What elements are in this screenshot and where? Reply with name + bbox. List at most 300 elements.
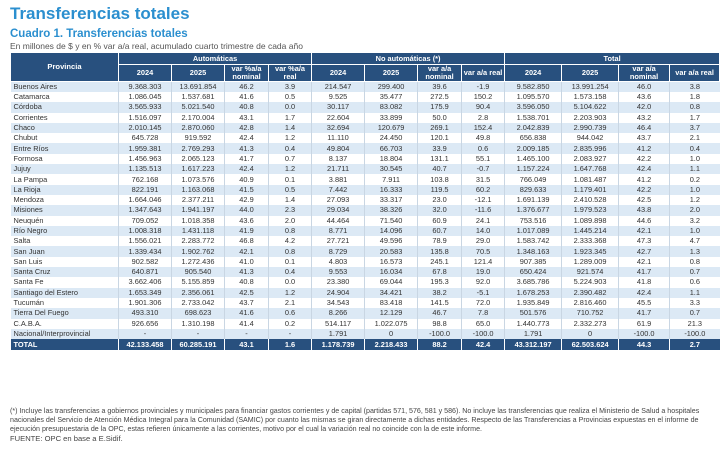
cell-t-var-real: 0.7 bbox=[670, 308, 720, 318]
table-row bbox=[11, 246, 720, 256]
cell-t-var-real: 0.8 bbox=[670, 257, 720, 267]
table-row bbox=[11, 133, 720, 143]
table-row bbox=[11, 154, 720, 164]
table-row bbox=[11, 92, 720, 102]
cell-n-2024: 9.525 bbox=[312, 92, 365, 102]
cell-t-2025: 1.647.768 bbox=[562, 164, 619, 174]
cell-n-var-nominal: 195.3 bbox=[418, 277, 462, 287]
cell-t-var-real: 21.3 bbox=[670, 319, 720, 329]
table-row bbox=[11, 319, 720, 329]
transfers-table-container bbox=[10, 52, 719, 350]
cell-t-var-real: 3.8 bbox=[670, 82, 720, 93]
cell-a-var-nominal: 43.1 bbox=[225, 339, 269, 350]
header-n-2025: 2025 bbox=[365, 65, 418, 82]
cell-t-2025: 1.979.523 bbox=[562, 205, 619, 215]
cell-n-2025: 1.022.075 bbox=[365, 319, 418, 329]
cell-n-2025: 30.545 bbox=[365, 164, 418, 174]
cell-n-var-nominal: 131.1 bbox=[418, 154, 462, 164]
cell-n-2025: 16.573 bbox=[365, 257, 418, 267]
cell-t-var-real: 1.1 bbox=[670, 164, 720, 174]
cell-t-2025: 2.835.996 bbox=[562, 143, 619, 153]
cell-n-var-nominal: 245.1 bbox=[418, 257, 462, 267]
cell-n-var-real: 70.5 bbox=[462, 246, 505, 256]
total-row bbox=[11, 339, 720, 350]
cell-t-var-nominal: 43.7 bbox=[619, 133, 670, 143]
cell-t-var-nominal: 47.3 bbox=[619, 236, 670, 246]
cell-t-var-nominal: 42.4 bbox=[619, 288, 670, 298]
header-group-no-automaticas: No automáticas (*) bbox=[312, 53, 505, 65]
cell-a-2024: 1.653.349 bbox=[119, 288, 172, 298]
cell-t-var-real: 0.8 bbox=[670, 102, 720, 112]
cell-n-2025: 33.317 bbox=[365, 195, 418, 205]
cell-n-2025: 83.082 bbox=[365, 102, 418, 112]
cell-n-var-nominal: 272.5 bbox=[418, 92, 462, 102]
cell-n-2025: 120.679 bbox=[365, 123, 418, 133]
cell-t-var-real: 1.8 bbox=[670, 92, 720, 102]
cell-t-2024: 753.516 bbox=[505, 216, 562, 226]
cell-a-var-real: 1.7 bbox=[269, 113, 312, 123]
cell-n-2025: 24.450 bbox=[365, 133, 418, 143]
cell-n-var-nominal: 67.8 bbox=[418, 267, 462, 277]
cell-a-var-nominal: 44.0 bbox=[225, 205, 269, 215]
cell-a-2025: 2.356.061 bbox=[172, 288, 225, 298]
cell-n-2024: 21.711 bbox=[312, 164, 365, 174]
cell-t-var-real: 1.3 bbox=[670, 246, 720, 256]
cell-n-2024: 8.266 bbox=[312, 308, 365, 318]
cell-t-var-nominal: 42.7 bbox=[619, 246, 670, 256]
cell-a-var-real: 3.9 bbox=[269, 82, 312, 93]
cell-n-2024: 49.804 bbox=[312, 143, 365, 153]
cell-t-2025: 5.224.903 bbox=[562, 277, 619, 287]
cell-t-var-nominal: 41.2 bbox=[619, 174, 670, 184]
cell-n-2025: 2.218.433 bbox=[365, 339, 418, 350]
cell-t-2024: 1.440.773 bbox=[505, 319, 562, 329]
cell-province: Santa Cruz bbox=[11, 267, 119, 277]
cell-n-2025: 18.804 bbox=[365, 154, 418, 164]
cell-t-2024: 3.596.050 bbox=[505, 102, 562, 112]
cell-n-var-real: 31.5 bbox=[462, 174, 505, 184]
table-row bbox=[11, 308, 720, 318]
cell-n-2025: 35.477 bbox=[365, 92, 418, 102]
cell-a-2025: 13.691.854 bbox=[172, 82, 225, 93]
cell-a-2025: 2.283.772 bbox=[172, 236, 225, 246]
table-row bbox=[11, 288, 720, 298]
cell-n-2024: 11.110 bbox=[312, 133, 365, 143]
table-row bbox=[11, 123, 720, 133]
cell-a-2024: 2.010.145 bbox=[119, 123, 172, 133]
cell-t-2025: 1.289.009 bbox=[562, 257, 619, 267]
cell-n-var-nominal: 135.8 bbox=[418, 246, 462, 256]
cell-n-var-nominal: 32.0 bbox=[418, 205, 462, 215]
cell-a-2025: 1.902.762 bbox=[172, 246, 225, 256]
cell-t-var-nominal: 41.2 bbox=[619, 143, 670, 153]
table-row bbox=[11, 226, 720, 236]
cell-province: Salta bbox=[11, 236, 119, 246]
cell-a-var-nominal: 43.7 bbox=[225, 298, 269, 308]
table-row bbox=[11, 257, 720, 267]
cell-t-2025: 1.573.158 bbox=[562, 92, 619, 102]
cell-a-2025: 1.272.436 bbox=[172, 257, 225, 267]
cell-province: San Juan bbox=[11, 246, 119, 256]
cell-t-2024: 2.009.185 bbox=[505, 143, 562, 153]
cell-province: Mendoza bbox=[11, 195, 119, 205]
cell-a-2025: 1.073.576 bbox=[172, 174, 225, 184]
cell-t-2024: 907.385 bbox=[505, 257, 562, 267]
cell-a-2024: 1.664.046 bbox=[119, 195, 172, 205]
cell-a-var-nominal: 41.9 bbox=[225, 226, 269, 236]
cell-t-2024: 43.312.197 bbox=[505, 339, 562, 350]
cell-a-var-nominal: 41.6 bbox=[225, 92, 269, 102]
cell-a-2024: 902.582 bbox=[119, 257, 172, 267]
cell-n-2024: 34.543 bbox=[312, 298, 365, 308]
table-row bbox=[11, 195, 720, 205]
cell-n-var-nominal: 120.1 bbox=[418, 133, 462, 143]
table-row bbox=[11, 329, 720, 339]
cell-t-2025: 1.923.345 bbox=[562, 246, 619, 256]
cell-t-2024: 650.424 bbox=[505, 267, 562, 277]
cell-n-2024: 1.178.739 bbox=[312, 339, 365, 350]
cell-a-var-real: 1.2 bbox=[269, 133, 312, 143]
table-row bbox=[11, 113, 720, 123]
table-title: Cuadro 1. Transferencias totales bbox=[10, 28, 188, 40]
cell-n-var-real: -5.1 bbox=[462, 288, 505, 298]
cell-n-2024: 30.117 bbox=[312, 102, 365, 112]
cell-n-var-nominal: 60.7 bbox=[418, 226, 462, 236]
cell-t-2025: 2.390.482 bbox=[562, 288, 619, 298]
cell-t-var-nominal: 42.2 bbox=[619, 185, 670, 195]
header-t-2025: 2025 bbox=[562, 65, 619, 82]
table-row bbox=[11, 174, 720, 184]
cell-t-2024: 1.935.849 bbox=[505, 298, 562, 308]
cell-t-2024: 766.049 bbox=[505, 174, 562, 184]
cell-a-var-real: 1.2 bbox=[269, 288, 312, 298]
cell-t-var-real: 1.0 bbox=[670, 154, 720, 164]
cell-t-2025: 2.083.927 bbox=[562, 154, 619, 164]
cell-a-2024: 926.656 bbox=[119, 319, 172, 329]
cell-a-2024: 709.052 bbox=[119, 216, 172, 226]
cell-province: Catamarca bbox=[11, 92, 119, 102]
cell-n-2024: 23.380 bbox=[312, 277, 365, 287]
cell-n-var-nominal: 78.9 bbox=[418, 236, 462, 246]
table-row bbox=[11, 164, 720, 174]
cell-a-var-real: 1.2 bbox=[269, 164, 312, 174]
table-row bbox=[11, 236, 720, 246]
cell-t-2024: 1.017.089 bbox=[505, 226, 562, 236]
cell-a-var-real: 1.6 bbox=[269, 339, 312, 350]
cell-t-var-real: 2.1 bbox=[670, 133, 720, 143]
cell-t-var-nominal: 42.2 bbox=[619, 154, 670, 164]
cell-n-var-real: -1.9 bbox=[462, 82, 505, 93]
footnote: (*) Incluye las transferencias a gobiernos provinciales y municipales para financiar gastos corrientes y de capital (partidas 571, 576, 581 y 586). No incluye las transferencias que realiza el Ministerio de Salud a hospitales nacionales del Servicio de Atención Médica Integral para la Comunidad (SAMIC) por cuanto las mismas se giran directamente a dichas entidades. Respecto de las Transferencias a Provincias expuestas en el informe de ejecución presupuestaria de la OPC, estas refieren únicamente a las corrientes, motivo por el cual la variación real no coincide con la de este informe. bbox=[10, 407, 700, 433]
cell-a-2025: - bbox=[172, 329, 225, 339]
cell-t-2024: 1.538.701 bbox=[505, 113, 562, 123]
cell-t-var-nominal: -100.0 bbox=[619, 329, 670, 339]
cell-a-var-real: 0.4 bbox=[269, 267, 312, 277]
cell-n-var-nominal: 40.7 bbox=[418, 164, 462, 174]
cell-n-2024: 29.034 bbox=[312, 205, 365, 215]
cell-n-2025: 66.703 bbox=[365, 143, 418, 153]
cell-a-var-nominal: 41.7 bbox=[225, 154, 269, 164]
cell-n-2025: 34.421 bbox=[365, 288, 418, 298]
cell-n-var-real: 24.1 bbox=[462, 216, 505, 226]
cell-t-2025: 2.410.528 bbox=[562, 195, 619, 205]
cell-t-2025: 1.081.487 bbox=[562, 174, 619, 184]
cell-province: Tucumán bbox=[11, 298, 119, 308]
cell-t-var-nominal: 61.9 bbox=[619, 319, 670, 329]
cell-t-2024: 501.576 bbox=[505, 308, 562, 318]
cell-t-2024: 1.348.163 bbox=[505, 246, 562, 256]
cell-n-var-nominal: 98.8 bbox=[418, 319, 462, 329]
cell-t-var-real: -100.0 bbox=[670, 329, 720, 339]
cell-t-var-nominal: 44.6 bbox=[619, 216, 670, 226]
cell-t-var-real: 3.2 bbox=[670, 216, 720, 226]
cell-province: Chaco bbox=[11, 123, 119, 133]
header-t-var-nominal: var a/a nominal bbox=[619, 65, 670, 82]
cell-a-var-real: 1.4 bbox=[269, 195, 312, 205]
cell-a-var-nominal: 42.5 bbox=[225, 288, 269, 298]
cell-a-var-real: 1.4 bbox=[269, 123, 312, 133]
cell-a-var-nominal: 42.4 bbox=[225, 164, 269, 174]
cell-a-var-real: 0.8 bbox=[269, 246, 312, 256]
cell-t-2025: 1.179.401 bbox=[562, 185, 619, 195]
cell-n-var-real: 152.4 bbox=[462, 123, 505, 133]
cell-n-2025: 12.129 bbox=[365, 308, 418, 318]
cell-n-2024: 22.604 bbox=[312, 113, 365, 123]
cell-province: Córdoba bbox=[11, 102, 119, 112]
cell-a-2024: 1.456.963 bbox=[119, 154, 172, 164]
cell-province: La Rioja bbox=[11, 185, 119, 195]
cell-a-var-nominal: 46.8 bbox=[225, 236, 269, 246]
cell-a-2025: 1.431.118 bbox=[172, 226, 225, 236]
cell-t-var-real: 0.4 bbox=[670, 143, 720, 153]
cell-t-2025: 1.445.214 bbox=[562, 226, 619, 236]
table-row bbox=[11, 267, 720, 277]
cell-n-2024: 1.791 bbox=[312, 329, 365, 339]
cell-t-2024: 656.838 bbox=[505, 133, 562, 143]
cell-n-var-real: 121.4 bbox=[462, 257, 505, 267]
cell-t-var-nominal: 41.7 bbox=[619, 308, 670, 318]
cell-a-var-nominal: 40.9 bbox=[225, 174, 269, 184]
cell-n-var-nominal: 103.8 bbox=[418, 174, 462, 184]
cell-n-2025: 16.034 bbox=[365, 267, 418, 277]
header-province: Provincia bbox=[11, 53, 119, 82]
cell-a-2025: 5.021.540 bbox=[172, 102, 225, 112]
cell-a-2025: 905.540 bbox=[172, 267, 225, 277]
cell-province: Misiones bbox=[11, 205, 119, 215]
cell-n-var-real: 7.8 bbox=[462, 308, 505, 318]
cell-a-2024: - bbox=[119, 329, 172, 339]
cell-n-2024: 8.771 bbox=[312, 226, 365, 236]
cell-a-2025: 2.170.004 bbox=[172, 113, 225, 123]
header-group-automaticas: Automáticas bbox=[119, 53, 312, 65]
cell-n-var-nominal: 175.9 bbox=[418, 102, 462, 112]
cell-a-2025: 698.623 bbox=[172, 308, 225, 318]
cell-n-var-real: -100.0 bbox=[462, 329, 505, 339]
header-n-2024: 2024 bbox=[312, 65, 365, 82]
cell-t-2024: 1.678.253 bbox=[505, 288, 562, 298]
cell-province: Jujuy bbox=[11, 164, 119, 174]
cell-a-var-nominal: 41.3 bbox=[225, 143, 269, 153]
cell-n-2024: 27.721 bbox=[312, 236, 365, 246]
cell-n-var-nominal: 46.7 bbox=[418, 308, 462, 318]
cell-a-var-real: 0.4 bbox=[269, 143, 312, 153]
cell-n-2024: 514.117 bbox=[312, 319, 365, 329]
cell-a-2025: 1.018.358 bbox=[172, 216, 225, 226]
cell-a-var-real: 0.2 bbox=[269, 319, 312, 329]
cell-t-var-real: 1.0 bbox=[670, 185, 720, 195]
cell-n-var-real: 29.0 bbox=[462, 236, 505, 246]
cell-t-var-real: 1.2 bbox=[670, 195, 720, 205]
cell-a-2024: 822.191 bbox=[119, 185, 172, 195]
cell-a-2024: 1.086.045 bbox=[119, 92, 172, 102]
cell-province: Santa Fe bbox=[11, 277, 119, 287]
cell-a-var-real: 2.3 bbox=[269, 205, 312, 215]
cell-n-var-real: 150.2 bbox=[462, 92, 505, 102]
cell-t-var-real: 1.1 bbox=[670, 288, 720, 298]
cell-n-var-real: -0.7 bbox=[462, 164, 505, 174]
cell-n-2025: 69.044 bbox=[365, 277, 418, 287]
cell-n-var-real: 72.0 bbox=[462, 298, 505, 308]
cell-t-2024: 829.633 bbox=[505, 185, 562, 195]
cell-n-var-real: 92.0 bbox=[462, 277, 505, 287]
cell-t-var-nominal: 45.5 bbox=[619, 298, 670, 308]
cell-t-2024: 1.376.677 bbox=[505, 205, 562, 215]
cell-a-var-nominal: 40.8 bbox=[225, 277, 269, 287]
cell-n-2025: 14.096 bbox=[365, 226, 418, 236]
table-row bbox=[11, 185, 720, 195]
cell-a-2024: 1.556.021 bbox=[119, 236, 172, 246]
cell-t-2025: 921.574 bbox=[562, 267, 619, 277]
cell-n-2025: 20.583 bbox=[365, 246, 418, 256]
cell-a-2025: 1.537.681 bbox=[172, 92, 225, 102]
header-n-var-real: var a/a real bbox=[462, 65, 505, 82]
table-row bbox=[11, 298, 720, 308]
cell-a-2025: 1.941.197 bbox=[172, 205, 225, 215]
cell-n-2025: 33.899 bbox=[365, 113, 418, 123]
header-t-2024: 2024 bbox=[505, 65, 562, 82]
cell-a-var-nominal: - bbox=[225, 329, 269, 339]
cell-n-2025: 38.326 bbox=[365, 205, 418, 215]
cell-n-var-nominal: 50.0 bbox=[418, 113, 462, 123]
cell-a-2024: 762.168 bbox=[119, 174, 172, 184]
cell-n-var-real: 55.1 bbox=[462, 154, 505, 164]
cell-t-2025: 13.991.254 bbox=[562, 82, 619, 93]
cell-a-2025: 1.617.223 bbox=[172, 164, 225, 174]
cell-a-var-nominal: 41.4 bbox=[225, 319, 269, 329]
cell-a-var-real: 0.1 bbox=[269, 257, 312, 267]
page-title: Transferencias totales bbox=[10, 4, 190, 23]
cell-a-var-nominal: 43.1 bbox=[225, 113, 269, 123]
cell-a-var-real: 2.1 bbox=[269, 298, 312, 308]
cell-a-var-nominal: 46.2 bbox=[225, 82, 269, 93]
cell-n-var-real: -11.6 bbox=[462, 205, 505, 215]
cell-t-2024: 2.042.839 bbox=[505, 123, 562, 133]
cell-t-2025: 944.042 bbox=[562, 133, 619, 143]
cell-a-2024: 42.133.458 bbox=[119, 339, 172, 350]
cell-a-var-nominal: 43.6 bbox=[225, 216, 269, 226]
cell-t-var-nominal: 46.4 bbox=[619, 123, 670, 133]
cell-t-var-nominal: 43.8 bbox=[619, 205, 670, 215]
cell-n-var-nominal: 88.2 bbox=[418, 339, 462, 350]
cell-n-2025: 49.596 bbox=[365, 236, 418, 246]
cell-a-var-nominal: 41.5 bbox=[225, 185, 269, 195]
cell-a-var-real: 0.7 bbox=[269, 154, 312, 164]
header-a-var-nominal: var %a/a nominal bbox=[225, 65, 269, 82]
cell-a-2025: 2.870.060 bbox=[172, 123, 225, 133]
table-row bbox=[11, 82, 720, 93]
cell-a-2025: 1.163.068 bbox=[172, 185, 225, 195]
cell-t-var-nominal: 43.6 bbox=[619, 92, 670, 102]
cell-n-var-nominal: -100.0 bbox=[418, 329, 462, 339]
cell-n-var-nominal: 39.6 bbox=[418, 82, 462, 93]
cell-n-2024: 44.464 bbox=[312, 216, 365, 226]
cell-a-var-real: - bbox=[269, 329, 312, 339]
cell-province: Nacional/Interprovincial bbox=[11, 329, 119, 339]
cell-t-var-real: 1.0 bbox=[670, 226, 720, 236]
cell-province: Buenos Aires bbox=[11, 82, 119, 93]
cell-province: Neuquén bbox=[11, 216, 119, 226]
cell-n-var-real: 19.0 bbox=[462, 267, 505, 277]
cell-a-2025: 5.155.859 bbox=[172, 277, 225, 287]
cell-a-2024: 3.565.933 bbox=[119, 102, 172, 112]
cell-a-var-real: 0.6 bbox=[269, 308, 312, 318]
cell-t-2025: 2.333.368 bbox=[562, 236, 619, 246]
cell-a-var-nominal: 42.4 bbox=[225, 133, 269, 143]
cell-a-var-nominal: 42.1 bbox=[225, 246, 269, 256]
cell-n-2025: 16.333 bbox=[365, 185, 418, 195]
cell-province: Río Negro bbox=[11, 226, 119, 236]
cell-t-2025: 710.752 bbox=[562, 308, 619, 318]
cell-n-2025: 0 bbox=[365, 329, 418, 339]
cell-n-2025: 83.418 bbox=[365, 298, 418, 308]
cell-t-2025: 1.089.898 bbox=[562, 216, 619, 226]
cell-t-var-nominal: 44.3 bbox=[619, 339, 670, 350]
table-row bbox=[11, 205, 720, 215]
cell-t-2024: 1.465.100 bbox=[505, 154, 562, 164]
cell-n-var-real: 60.2 bbox=[462, 185, 505, 195]
cell-province: Tierra Del Fuego bbox=[11, 308, 119, 318]
header-t-var-real: var a/a real bbox=[670, 65, 720, 82]
transfers-table bbox=[10, 52, 720, 350]
cell-a-var-real: 0.5 bbox=[269, 92, 312, 102]
cell-n-var-nominal: 38.2 bbox=[418, 288, 462, 298]
cell-a-var-real: 0.1 bbox=[269, 174, 312, 184]
cell-t-var-real: 0.2 bbox=[670, 174, 720, 184]
cell-t-var-nominal: 42.1 bbox=[619, 257, 670, 267]
cell-province: Santiago del Estero bbox=[11, 288, 119, 298]
cell-t-var-nominal: 41.7 bbox=[619, 267, 670, 277]
cell-t-var-nominal: 41.8 bbox=[619, 277, 670, 287]
cell-province: Chubut bbox=[11, 133, 119, 143]
cell-a-2024: 3.662.406 bbox=[119, 277, 172, 287]
cell-t-2024: 1.095.570 bbox=[505, 92, 562, 102]
cell-n-2024: 9.553 bbox=[312, 267, 365, 277]
cell-n-var-real: 49.8 bbox=[462, 133, 505, 143]
header-a-2024: 2024 bbox=[119, 65, 172, 82]
cell-a-var-real: 2.0 bbox=[269, 216, 312, 226]
cell-a-2024: 645.728 bbox=[119, 133, 172, 143]
header-n-var-nominal: var a/a nominal bbox=[418, 65, 462, 82]
cell-t-2024: 9.582.850 bbox=[505, 82, 562, 93]
cell-a-var-real: 4.2 bbox=[269, 236, 312, 246]
cell-n-2024: 4.803 bbox=[312, 257, 365, 267]
cell-t-2024: 1.691.139 bbox=[505, 195, 562, 205]
cell-n-var-nominal: 23.0 bbox=[418, 195, 462, 205]
cell-a-2024: 1.339.434 bbox=[119, 246, 172, 256]
cell-t-var-nominal: 42.5 bbox=[619, 195, 670, 205]
header-a-2025: 2025 bbox=[172, 65, 225, 82]
table-row bbox=[11, 216, 720, 226]
